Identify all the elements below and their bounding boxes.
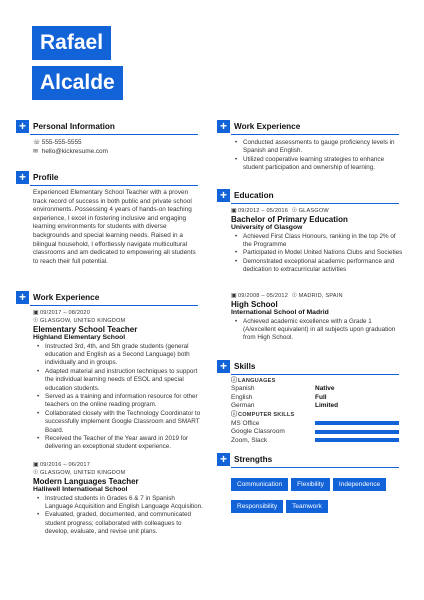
list-item: • Instructed students in Grades 6 & 7 in Spanish Language Acquisition and English Language Acquisition. [45, 495, 203, 512]
list-item: • Achieved First Class Honours, ranking in the top 2% of the Programme [243, 233, 403, 250]
list-item: • Conducted assessments to gauge proficiency levels in Spanish and English. [243, 139, 403, 156]
section-title: Profile [33, 172, 59, 182]
education-entry [231, 292, 403, 343]
section-work-experience [16, 290, 99, 304]
skills-block [231, 377, 403, 445]
skill-level-bar [315, 421, 399, 425]
phone-text: 555-555-5555 [41, 139, 82, 146]
edu-dates-location: ▣09/2008 – 05/2012 ☉MADRID, SPAIN [231, 293, 343, 299]
degree: Bachelor of Primary Education [231, 215, 348, 224]
location-pin-icon: ☉ [291, 293, 298, 299]
list-item: • Instructed 3rd, 4th, and 5th grade students (general education and English as a Second Language) both individually and in groups. [45, 343, 203, 368]
language-row: Spanish Native [231, 385, 335, 392]
divider [231, 374, 399, 375]
list-item: • Received the Teacher of the Year award in 2019 for delivering an exceptional student experience. [45, 435, 203, 452]
last-name: Alcalde [32, 66, 123, 100]
divider [30, 185, 198, 186]
info-icon: ⓘ [231, 378, 238, 384]
edu-bullets [231, 233, 403, 275]
language-row: German Limited [231, 402, 339, 410]
job-entry-cont [231, 139, 403, 173]
location-pin-icon: ☉ [291, 208, 298, 214]
info-icon: ⓘ [231, 411, 238, 418]
section-personal [16, 119, 115, 133]
section-education [217, 188, 274, 202]
job-title: Modern Languages Teacher [33, 477, 139, 486]
section-title: Personal Information [33, 121, 115, 131]
first-name: Rafael [32, 26, 111, 60]
job-company: Halliwell International School [33, 486, 128, 493]
list-item: • Adapted material and instruction techniques to support the individual learning needs of ESOL and special education students. [45, 368, 203, 393]
strength-tag: Teamwork [286, 500, 328, 513]
location-pin-icon: ☉ [33, 470, 39, 476]
skill-row: Zoom, Slack [231, 436, 403, 445]
strength-tags [231, 473, 406, 517]
plus-icon: + [217, 189, 230, 202]
job-location: ☉GLASGOW, UNITED KINGDOM [33, 470, 126, 476]
plus-icon: + [217, 360, 230, 373]
language-row: English Full [231, 393, 327, 401]
last-name-wrap [32, 66, 123, 100]
list-item: • Utilized cooperative learning strategies to enhance student participation and ownership of learning. [243, 156, 403, 173]
profile-text: Experienced Elementary School Teacher with a proven track record of success in both public and private school environments. Possessing 4 years of hands-on teaching experience, I excel in fostering inclusive and engaging learning environments for students with diverse backgrounds and special learning needs. Raised in a bilingual household, I effortlessly navigate multicultural classrooms and am dedicated to empowering all students to reach their full potential. [33, 189, 196, 265]
calendar-icon: ▣ [33, 462, 39, 468]
plus-icon: + [217, 120, 230, 133]
strength-tag: Flexibility [291, 478, 330, 491]
job-bullets [33, 343, 203, 452]
strength-tag: Independence [333, 478, 386, 491]
list-item: • Served as a training and information resource for other teachers on the online reading program. [45, 393, 203, 410]
list-item: • Collaborated closely with the Technology Coordinator to successfully implement Google Classroom and SMART Board. [45, 410, 203, 435]
list-item: • Achieved academic excellence with a Grade 1 (A/excellent equivalent) in all subjects upon graduation from High School. [243, 318, 403, 343]
divider [231, 134, 399, 135]
calendar-icon: ▣ [231, 208, 237, 214]
edu-dates-location: ▣09/2012 – 05/2016 ☉GLASGOW [231, 208, 329, 214]
list-item: • Evaluated, graded, documented, and communicated student progress; collaborated with colleagues to develop, evaluate, and revise unit plans. [45, 511, 203, 536]
list-item: • Demonstrated exceptional academic performance and dedication to extracurricular activities [243, 258, 403, 275]
divider [30, 305, 198, 306]
mail-icon: ✉ [33, 149, 39, 155]
section-profile [16, 170, 58, 184]
strength-tag: Responsibility [231, 500, 283, 513]
email[interactable] [33, 148, 108, 157]
section-title: Education [234, 190, 274, 200]
degree: High School [231, 300, 278, 309]
divider [231, 203, 399, 204]
calendar-icon: ▣ [33, 310, 39, 316]
job-entry [33, 461, 203, 537]
section-skills [217, 359, 255, 373]
skill-level-bar [315, 430, 399, 434]
phone-icon: ☏ [33, 140, 41, 146]
job-company: Highland Elementary School [33, 334, 126, 341]
education-entry [231, 207, 403, 275]
languages-label: ⓘLANGUAGES [231, 378, 276, 384]
section-title: Strengths [234, 454, 273, 464]
phone [33, 139, 82, 148]
plus-icon: + [16, 120, 29, 133]
section-work-experience-cont [217, 119, 300, 133]
job-bullets [33, 495, 203, 537]
list-item: • Participated in Model United Nations Clubs and Societies [243, 249, 403, 257]
email-text[interactable]: hello@kickresume.com [41, 148, 108, 155]
strength-tag: Communication [231, 478, 288, 491]
section-title: Work Experience [33, 292, 100, 302]
location-pin-icon: ☉ [33, 318, 39, 324]
skill-row: MS Office [231, 419, 403, 428]
divider [231, 467, 399, 468]
divider [30, 134, 198, 135]
job-location: ☉GLASGOW, UNITED KINGDOM [33, 318, 126, 324]
job-title: Elementary School Teacher [33, 325, 138, 334]
job-entry [33, 309, 203, 452]
school: University of Glasgow [231, 224, 303, 231]
plus-icon: + [16, 291, 29, 304]
computer-skills-label: ⓘCOMPUTER SKILLS [231, 411, 295, 418]
section-title: Work Experience [234, 121, 301, 131]
school: International School of Madrid [231, 309, 329, 316]
section-title: Skills [234, 361, 256, 371]
job-dates: ▣09/2016 – 06/2017 [33, 462, 91, 468]
name-header [32, 26, 111, 60]
skill-level-bar [315, 438, 399, 442]
job-dates: ▣09/2017 – 08/2020 [33, 310, 91, 316]
plus-icon: + [16, 171, 29, 184]
calendar-icon: ▣ [231, 293, 237, 299]
plus-icon: + [217, 453, 230, 466]
edu-bullets [231, 318, 403, 343]
job-bullets [231, 139, 403, 173]
skill-row: Google Classroom [231, 427, 403, 436]
section-strengths [217, 452, 272, 466]
